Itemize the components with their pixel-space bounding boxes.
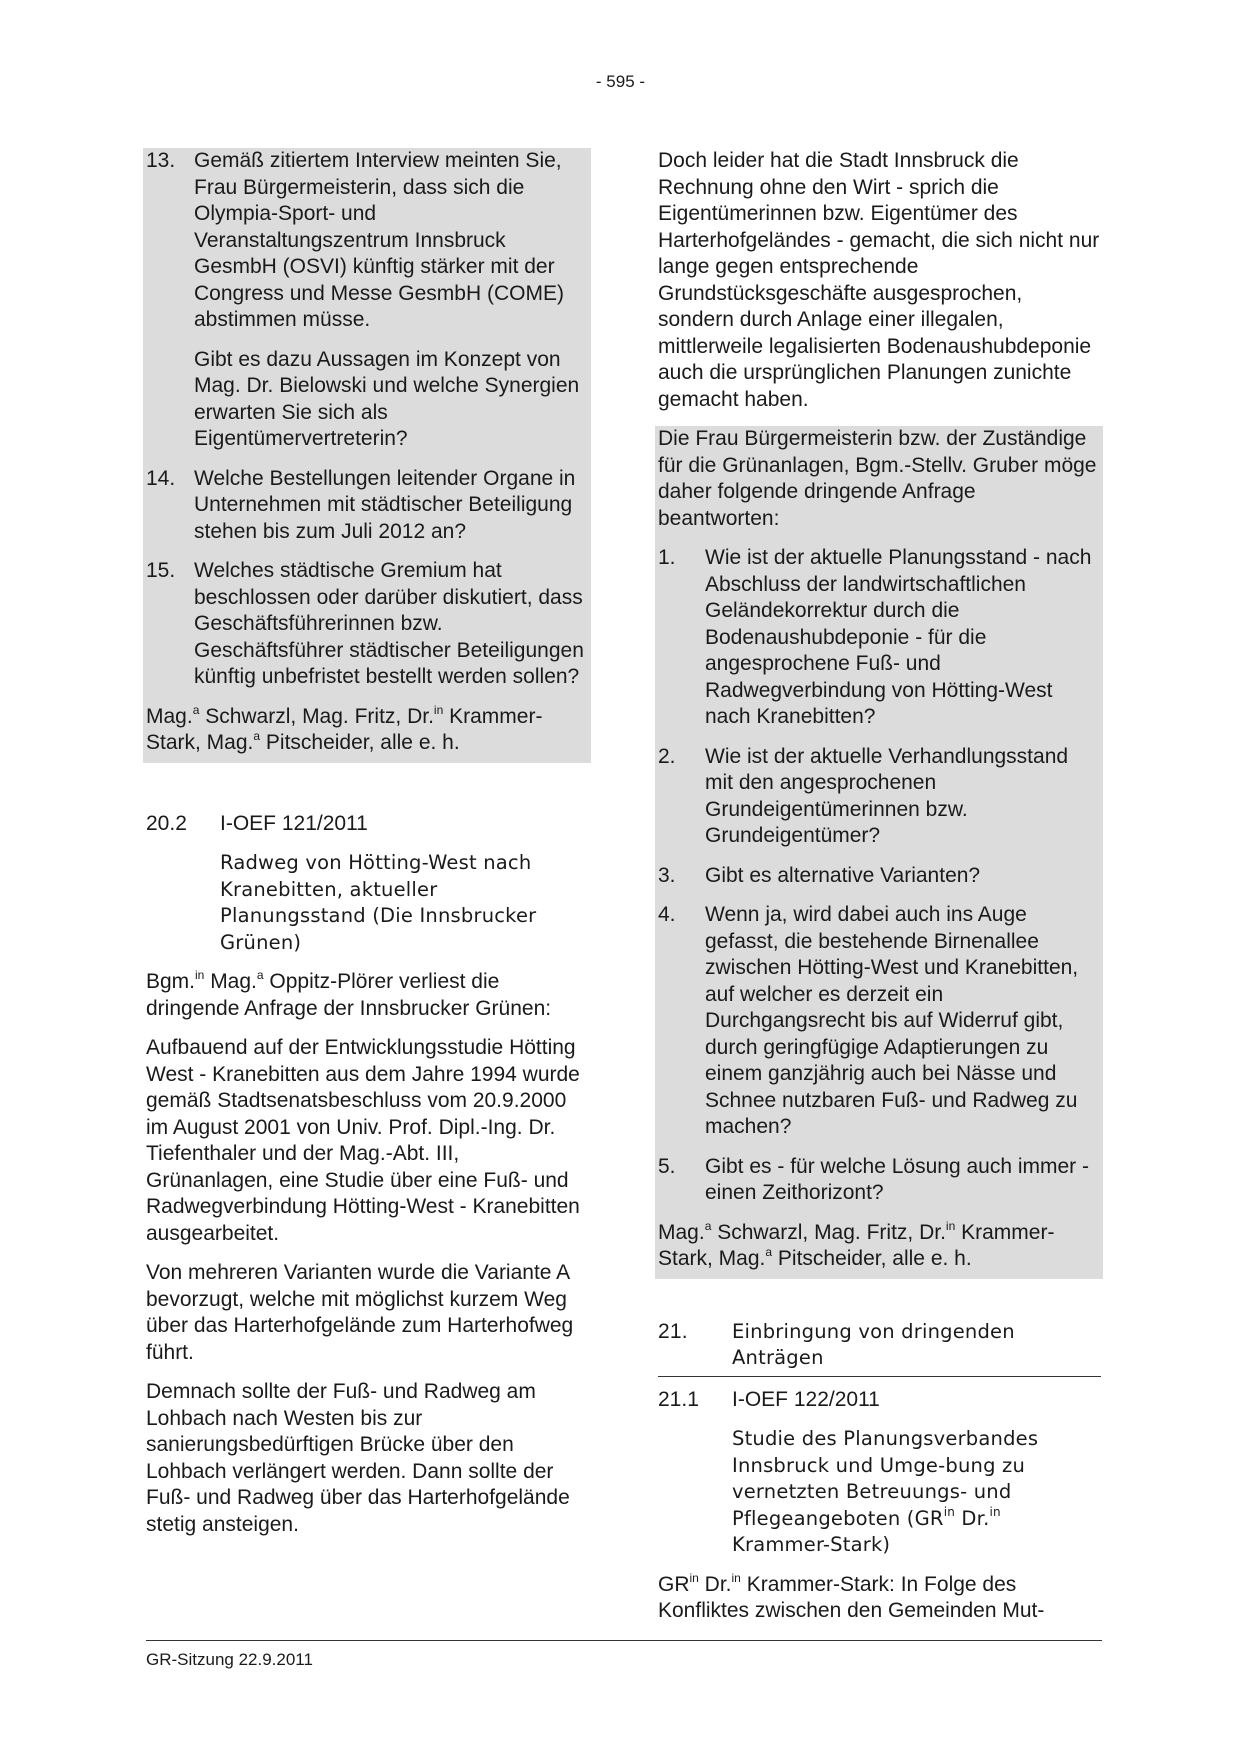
list-text: Gibt es - für welche Lösung auch immer - einen Zeithorizont? bbox=[705, 1154, 1089, 1204]
body-paragraph: Doch leider hat die Stadt Innsbruck die Rechnung ohne den Wirt - sprich die Eigentümerinnen bzw. Eigentümer des Harterhofgeländes - gemacht, die sich nicht nur lange gegen entsprechende Grundstücksgeschäfte ausgesprochen, sondern durch Anlage einer illegalen, mittlerweile legalisierten Bodenaushubdeponie auch die ursprünglichen Planungen zunichte gemacht haben. bbox=[658, 149, 1100, 411]
list-item bbox=[658, 744, 1100, 850]
list-number: 15. bbox=[146, 559, 176, 582]
request-block-highlighted bbox=[655, 426, 1103, 1279]
section-heading-20-2 bbox=[146, 811, 588, 838]
list-number: 4. bbox=[658, 903, 676, 926]
section-code: I-OEF 122/2011 bbox=[732, 1387, 880, 1411]
section-title: Einbringung von dringenden Anträgen bbox=[732, 1319, 1015, 1369]
question-list bbox=[146, 148, 588, 691]
list-item bbox=[146, 148, 588, 453]
list-text: Welche Bestellungen leitender Organe in Unternehmen mit städtischer Beteiligung stehen bis zum Juli 2012 an? bbox=[194, 466, 576, 543]
list-item bbox=[658, 863, 1100, 890]
section-heading-21 bbox=[658, 1319, 1101, 1377]
question-block-highlighted bbox=[143, 148, 591, 763]
body-paragraph: Aufbauend auf der Entwicklungsstudie Hötting West - Kranebitten aus dem Jahre 1994 wurde gemäß Stadtsenatsbeschluss vom 20.9.2000 im August 2001 von Univ. Prof. Dipl.-Ing. Dr. Tiefenthaler und der Mag.-Abt. III, Grünanlagen, eine Studie über eine Fuß- und Radwegverbindung Hötting-West - Kranebitten ausgearbeitet. bbox=[146, 1036, 580, 1245]
list-item bbox=[658, 545, 1100, 731]
list-number: 14. bbox=[146, 466, 176, 490]
list-text: Gemäß zitiertem Interview meinten Sie, Frau Bürgermeisterin, dass sich die Olympia-Sport- und Veranstaltungszentrum Innsbruck GesmbH (OSVI) künftig stärker mit der Congress und Messe GesmbH (COME) abstimmen müsse. bbox=[194, 149, 564, 331]
section-title: Radweg von Hötting-West nach Kranebitten, aktueller Planungsstand (Die Innsbrucker Grünen) bbox=[220, 851, 537, 954]
list-item bbox=[146, 466, 588, 546]
section-number: 21. bbox=[658, 1319, 688, 1343]
list-text: Gibt es dazu Aussagen im Konzept von Mag. Dr. Bielowski und welche Synergien erwarten Sie sich als Eigentümervertreterin? bbox=[194, 347, 580, 450]
list-number: 5. bbox=[658, 1154, 676, 1178]
section-number: 21.1 bbox=[658, 1387, 699, 1411]
section-number: 20.2 bbox=[146, 811, 187, 835]
list-item bbox=[658, 902, 1100, 1141]
list-text: Wie ist der aktuelle Planungsstand - nach Abschluss der landwirtschaftlichen Geländekorrektur durch die Bodenaushubdeponie - für die angesprochene Fuß- und Radwegverbindung von Hötting-West nach Kranebitten? bbox=[705, 546, 1092, 728]
intro-paragraph: Bgm.$^{in}$ Mag.$^a$ Oppitz-Plörer verliest die dringende Anfrage der Innsbrucker Grünen: bbox=[146, 968, 552, 1020]
left-column bbox=[146, 148, 588, 1551]
section-code: I-OEF 121/2011 bbox=[220, 811, 368, 835]
request-paragraph: Die Frau Bürgermeisterin bzw. der Zuständige für die Grünanlagen, Bgm.-Stellv. Gruber möge daher folgende dringende Anfrage beantworten: bbox=[658, 427, 1097, 530]
section-title: Studie des Planungsverbandes Innsbruck und Umge-bung zu vernetzten Betreuungs- und Pflegeangeboten ($GR^{in}$ Dr.$^{in}$ Krammer-Stark) bbox=[732, 1427, 1039, 1556]
signature-line: Mag.$^a$ Schwarzl, Mag. Fritz, Dr.$^{in}$ Krammer-Stark, Mag.$^a$ Pitscheider, alle e. h. bbox=[146, 702, 543, 754]
list-text: Welches städtische Gremium hat beschlossen oder darüber diskutiert, dass Geschäftsführerinnen bzw. Geschäftsführer städtischer Beteiligungen künftig unbefristet bestellt werden sollen? bbox=[194, 559, 584, 688]
right-column bbox=[658, 148, 1100, 1638]
list-number: 3. bbox=[658, 863, 676, 887]
body-paragraph: Demnach sollte der Fuß- und Radweg am Lohbach nach Westen bis zur sanierungsbedürftigen Brücke über den Lohbach verlängert werden. Dann sollte der Fuß- und Radweg über das Harterhofgelände stetig ansteigen. bbox=[146, 1380, 570, 1536]
list-item bbox=[146, 558, 588, 691]
footer-text: GR-Sitzung 22.9.2011 bbox=[146, 1650, 313, 1669]
page-number: - 595 - bbox=[595, 72, 646, 91]
body-paragraph: Von mehreren Varianten wurde die Variante A bevorzugt, welche mit möglichst kurzem Weg über das Harterhofgelände zum Harterhofweg führt. bbox=[146, 1261, 574, 1364]
list-text: Wenn ja, wird dabei auch ins Auge gefasst, die bestehende Birnenallee zwischen Hötting-West und Kranebitten, auf welcher es derzeit ein Durchgangsrecht bis auf Widerruf gibt, durch geringfügige Adaptierungen zu einem ganzjährig auch bei Nässe und Schnee nutzbaren Fuß- und Radweg zu machen? bbox=[705, 903, 1079, 1138]
list-number: 1. bbox=[658, 546, 676, 569]
body-paragraph: $GR^{in}$ Dr.$^{in}$ Krammer-Stark: In Folge des Konfliktes zwischen den Gemeinden Mut- bbox=[658, 1570, 1045, 1622]
list-text: Gibt es alternative Varianten? bbox=[705, 863, 981, 887]
section-heading-21-1 bbox=[658, 1387, 1100, 1414]
signature-line: Mag.$^a$ Schwarzl, Mag. Fritz, Dr.$^{in}$ Krammer-Stark, Mag.$^a$ Pitscheider, alle e. h. bbox=[658, 1218, 1055, 1270]
list-number: 13. bbox=[146, 149, 176, 172]
list-item bbox=[658, 1154, 1100, 1207]
list-number: 2. bbox=[658, 744, 676, 768]
footer-divider bbox=[146, 1640, 1102, 1641]
list-text: Wie ist der aktuelle Verhandlungsstand mit den angesprochenen Grundeigentümerinnen bzw. Grundeigentümer? bbox=[705, 744, 1069, 847]
question-list bbox=[658, 545, 1100, 1207]
